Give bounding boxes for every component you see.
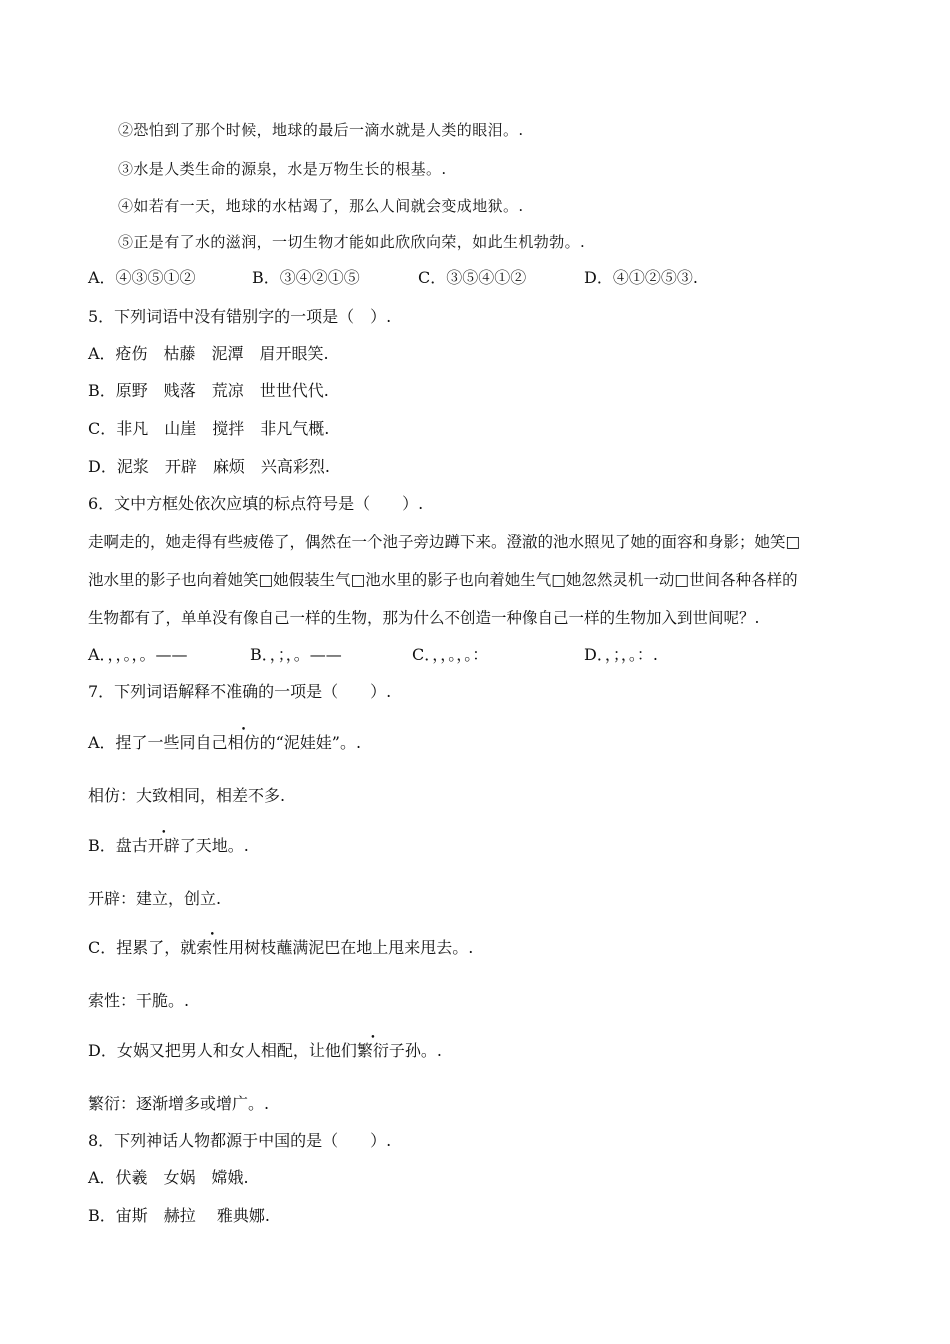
q5-option-a: A．疮伤 枯藤 泥潭 眉开眼笑.: [88, 344, 329, 363]
sentence-4: ④如若有一天，地球的水枯竭了，那么人间就会变成地狱。.: [118, 197, 524, 215]
q6-option-b: B．，；，。——: [250, 645, 342, 664]
q8-option-b: B．宙斯 赫拉 雅典娜.: [88, 1206, 270, 1225]
q7-c-text: C．捏累了，就: [88, 938, 197, 957]
q7-c-rest: 用树枝蘸满泥巴在地上甩来甩去。.: [228, 938, 474, 957]
q8-option-a: A．伏羲 女娲 嫦娥.: [88, 1168, 249, 1187]
q7-option-c: [88, 938, 473, 958]
q7-option-a: [88, 733, 361, 753]
q7-b-keyword: 开辟: [147, 836, 180, 855]
q6-stem: 6．文中方框处依次应填的标点符号是（ ）.: [88, 494, 424, 513]
q7-stem: 7．下列词语解释不准确的一项是（ ）.: [88, 682, 392, 701]
q7-c-keyword: 索性: [196, 938, 229, 957]
q7-d-rest: 子孙。.: [388, 1041, 442, 1060]
q7-c-definition: 索性：干脆。.: [88, 991, 190, 1010]
q4-option-a: A．④③⑤①②: [88, 268, 196, 287]
q6-passage-line-3: 生物都有了，单单没有像自己一样的生物，那为什么不创造一种像自己一样的生物加入到世间呢？.: [88, 609, 760, 627]
sentence-5: ⑤正是有了水的滋润，一切生物才能如此欣欣向荣，如此生机勃勃。.: [118, 233, 586, 251]
q6-passage-line-2: 池水里的影子也向着她笑□她假装生气□池水里的影子也向着她生气□她忽然灵机一动□世间各种各样的: [88, 571, 798, 589]
q6-option-d: D．，；，。：.: [584, 645, 658, 664]
q4-option-c: C．③⑤④①②: [418, 268, 527, 287]
q7-d-definition: 繁衍：逐渐增多或增广。.: [88, 1094, 270, 1113]
q7-option-d: [88, 1041, 442, 1061]
q5-option-b: B．原野 贱落 荒凉 世世代代.: [88, 381, 329, 400]
q7-b-rest: 了天地。.: [179, 836, 249, 855]
q7-b-text: B．盘古: [88, 836, 148, 855]
q6-option-c: C．，，。，。：: [412, 645, 489, 664]
q7-option-b: [88, 836, 249, 856]
q7-a-rest: 的“泥娃娃”。.: [259, 733, 362, 752]
sentence-2: ②恐怕到了那个时候，地球的最后一滴水就是人类的眼泪。.: [118, 121, 524, 139]
q4-option-d: D．④①②⑤③.: [584, 268, 698, 287]
sentence-3: ③水是人类生命的源泉，水是万物生长的根基。.: [118, 160, 447, 178]
q6-passage-line-1: 走啊走的，她走得有些疲倦了，偶然在一个池子旁边蹲下来。澄澈的池水照见了她的面容和身影；她笑□: [88, 533, 801, 551]
q5-option-c: C．非凡 山崖 搅拌 非凡气概.: [88, 419, 330, 438]
q5-stem: 5．下列词语中没有错别字的一项是（ ）.: [88, 307, 392, 326]
q8-stem: 8．下列神话人物都源于中国的是（ ）.: [88, 1131, 392, 1150]
q7-d-keyword: 繁衍: [356, 1041, 389, 1060]
q4-option-b: B．③④②①⑤: [252, 268, 360, 287]
q7-b-definition: 开辟：建立，创立.: [88, 889, 222, 908]
q6-option-a: A．，，。，。——: [88, 645, 188, 664]
q7-a-keyword: 相仿: [227, 733, 260, 752]
q7-a-definition: 相仿：大致相同，相差不多.: [88, 786, 286, 805]
q7-d-text: D．女娲又把男人和女人相配，让他们: [88, 1041, 357, 1060]
q5-option-d: D．泥浆 开辟 麻烦 兴高彩烈.: [88, 457, 330, 476]
q7-a-text: A．捏了一些同自己: [88, 733, 228, 752]
